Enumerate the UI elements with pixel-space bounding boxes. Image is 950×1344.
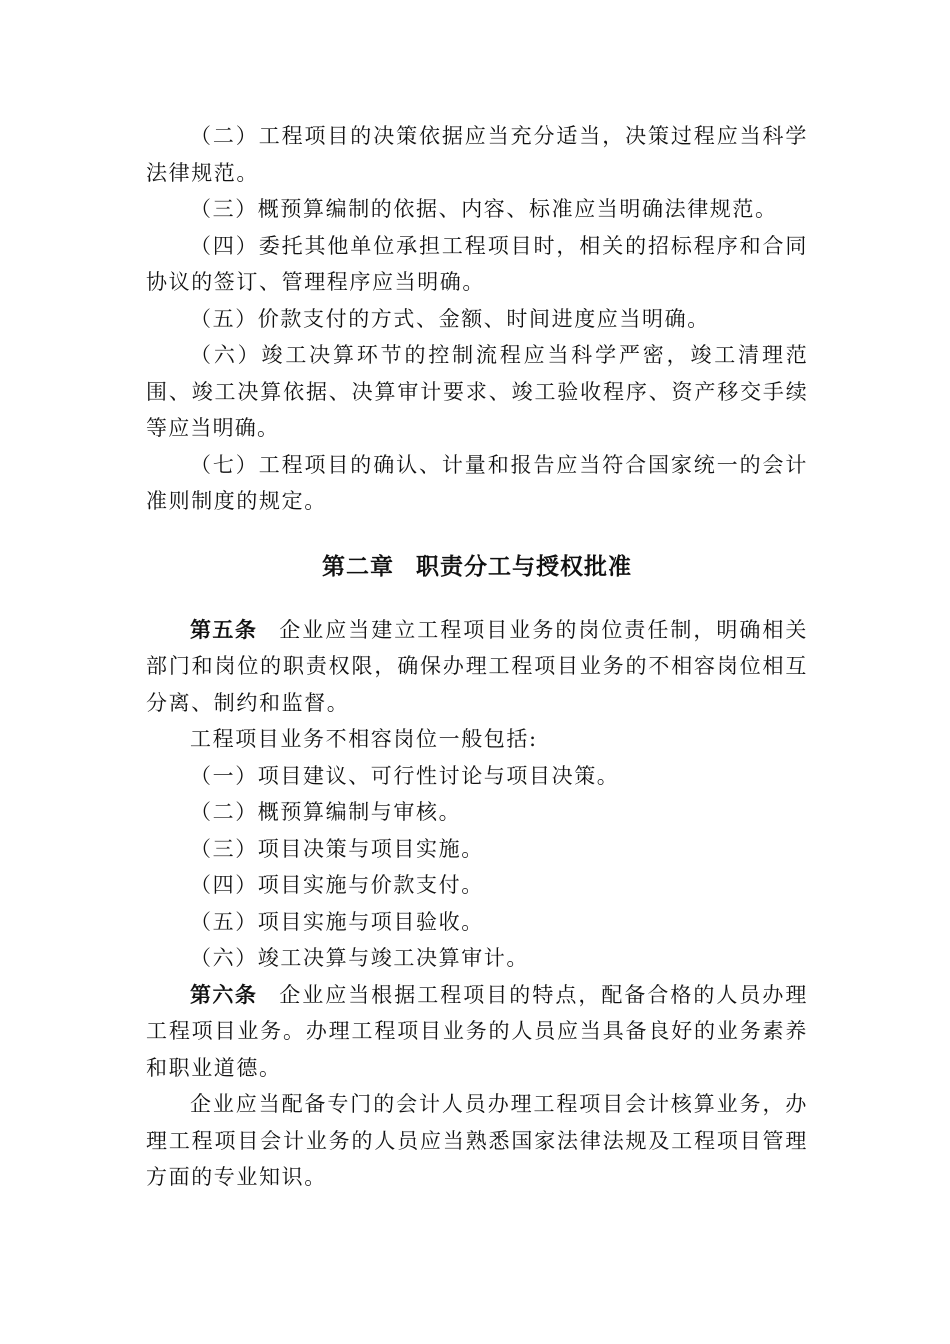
article-5-paragraph	[146, 612, 808, 722]
article-6-paragraph	[146, 977, 808, 1087]
paragraph-item-5: （五）价款支付的方式、金额、时间进度应当明确。	[190, 306, 710, 331]
paragraph-item-2: （二）工程项目的决策依据应当充分适当，决策过程应当科学法律规范。	[146, 124, 808, 185]
incompatible-item-4: （四）项目实施与价款支付。	[190, 873, 484, 897]
chapter-title: 职责分工与授权批准	[416, 553, 632, 580]
article-6-paragraph-2: 企业应当配备专门的会计人员办理工程项目会计核算业务，办理工程项目会计业务的人员应当熟悉国家法律法规及工程项目管理方面的专业知识。	[146, 1092, 808, 1189]
chapter-heading	[146, 550, 808, 584]
article-6-label: 第六条	[190, 982, 258, 1007]
article-6-text: 企业应当根据工程项目的特点，配备合格的人员办理工程项目业务。办理工程项目业务的人员应当具备良好的业务素养和职业道德。	[146, 982, 808, 1080]
paragraph-item-7: （七）工程项目的确认、计量和报告应当符合国家统一的会计准则制度的规定。	[146, 452, 808, 513]
document-body	[146, 118, 808, 1196]
article-5-label: 第五条	[190, 617, 258, 642]
paragraph-item-4: （四）委托其他单位承担工程项目时，相关的招标程序和合同协议的签订、管理程序应当明确。	[146, 233, 808, 294]
incompatible-item-1: （一）项目建议、可行性讨论与项目决策。	[190, 763, 620, 788]
paragraph-item-6: （六）竣工决算环节的控制流程应当科学严密，竣工清理范围、竣工决算依据、决算审计要求、竣工验收程序、资产移交手续等应当明确。	[146, 343, 808, 440]
paragraph-item-3: （三）概预算编制的依据、内容、标准应当明确法律规范。	[190, 197, 778, 221]
incompatible-intro: 工程项目业务不相容岗位一般包括:	[190, 727, 538, 751]
incompatible-item-2: （二）概预算编制与审核。	[190, 800, 462, 824]
incompatible-item-6: （六）竣工决算与竣工决算审计。	[190, 946, 529, 970]
incompatible-item-3: （三）项目决策与项目实施。	[190, 836, 484, 861]
chapter-number: 第二章	[322, 553, 394, 580]
article-5-text: 企业应当建立工程项目业务的岗位责任制，明确相关部门和岗位的职责权限，确保办理工程项目业务的不相容岗位相互分离、制约和监督。	[146, 617, 808, 715]
incompatible-item-5: （五）项目实施与项目验收。	[190, 909, 484, 934]
